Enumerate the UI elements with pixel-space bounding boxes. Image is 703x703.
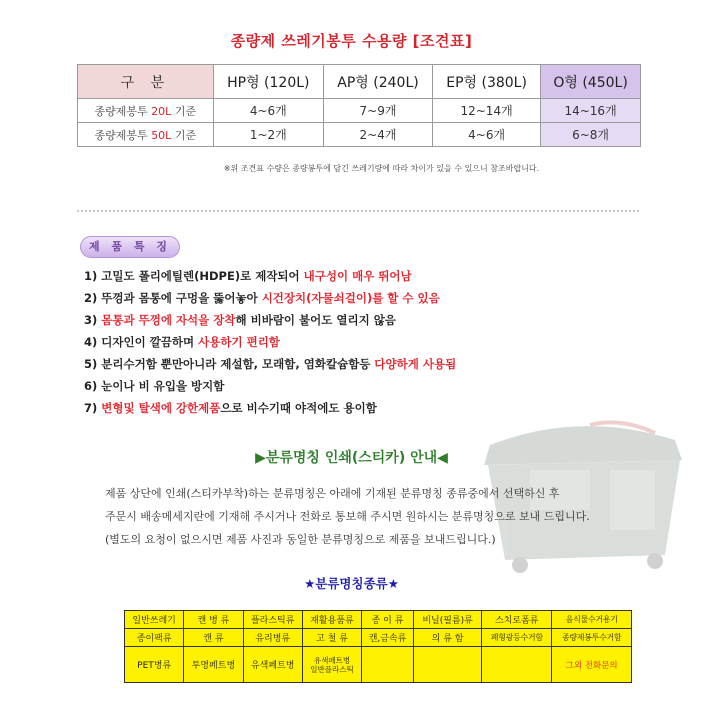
table-cell: 12~14개 bbox=[433, 99, 541, 123]
table-cell: 폐형광등수거함 bbox=[482, 629, 552, 647]
table-cell: 6~8개 bbox=[541, 123, 641, 147]
table-row bbox=[125, 647, 632, 683]
table-cell: 플라스틱류 bbox=[243, 611, 302, 629]
table-cell: 종 이 류 bbox=[362, 611, 414, 629]
capacity-table bbox=[77, 64, 641, 147]
header-ap: AP형 (240L) bbox=[323, 65, 432, 99]
multiline-cell-text: 유색페트병 일반플라스틱 bbox=[310, 655, 354, 674]
list-item: 2) 뚜껑과 몸통에 구멍을 뚫어놓아 시건장치(자물쇠걸이)를 할 수 있음 bbox=[84, 291, 440, 305]
table-cell: 캔,금속류 bbox=[362, 629, 414, 647]
features-badge: 제 품 특 징 bbox=[80, 236, 180, 258]
table-cell: 투명페트병 bbox=[184, 647, 243, 683]
table-cell: 캔 류 bbox=[184, 629, 243, 647]
table-cell: 유색페트병 bbox=[243, 647, 302, 683]
sticker-guide-title: ▶분류명칭 인쇄(스티카) 안내◀ bbox=[255, 450, 448, 466]
paragraph-line: (별도의 요청이 없으시면 제품 사진과 동일한 분류명칭으로 제품을 보내드립니다.) bbox=[105, 533, 496, 546]
table-cell: 의 류 함 bbox=[413, 629, 481, 647]
table-cell: 종이팩류 bbox=[125, 629, 184, 647]
list-item: 4) 디자인이 깔끔하며 사용하기 편리함 bbox=[84, 335, 280, 349]
table-cell: 음식물수거용기 bbox=[552, 611, 632, 629]
list-item: 1) 고밀도 폴리에틸렌(HDPE)로 제작되어 내구성이 매우 뛰어남 bbox=[84, 269, 412, 283]
capacity-table-header bbox=[78, 65, 641, 99]
table-cell: 스치로폼류 bbox=[482, 611, 552, 629]
table-cell bbox=[413, 647, 481, 683]
table-cell: 일반쓰레기 bbox=[125, 611, 184, 629]
row-label: 종량제봉투 50L 기준 bbox=[78, 123, 214, 147]
table-cell bbox=[482, 647, 552, 683]
table-cell: 그외 전화문의 bbox=[552, 647, 632, 683]
table-cell: 유리병류 bbox=[243, 629, 302, 647]
list-item: 6) 눈이나 비 유입을 방지함 bbox=[84, 379, 225, 393]
table-row bbox=[125, 611, 632, 629]
header-o: O형 (450L) bbox=[541, 65, 641, 99]
paragraph-line: 주문시 배송메세지란에 기재해 주시거나 전화로 통보해 주시면 원하시는 분류명칭으로 보내 드립니다. bbox=[105, 510, 590, 523]
label-types-title: ★분류명칭종류★ bbox=[304, 576, 399, 591]
table-cell: 4~6개 bbox=[213, 99, 323, 123]
table-cell: 고 철 류 bbox=[302, 629, 361, 647]
header-hp: HP형 (120L) bbox=[213, 65, 323, 99]
table-cell: 14~16개 bbox=[541, 99, 641, 123]
table-row bbox=[78, 99, 641, 123]
table-cell: 7~9개 bbox=[323, 99, 432, 123]
list-item: 7) 변형및 탈색에 강한제품으로 비수기때 야적에도 용이함 bbox=[84, 401, 377, 415]
row-label: 종량제봉투 20L 기준 bbox=[78, 99, 214, 123]
page-title: 종량제 쓰레기봉투 수용량 [조견표] bbox=[230, 32, 473, 50]
list-item: 3) 몸통과 뚜껑에 자석을 장착해 비바람이 불어도 열리지 않음 bbox=[84, 313, 396, 327]
feature-list bbox=[84, 268, 534, 422]
table-cell bbox=[302, 647, 361, 683]
header-category: 구 분 bbox=[78, 65, 214, 99]
table-cell: 2~4개 bbox=[323, 123, 432, 147]
table-cell: 1~2개 bbox=[213, 123, 323, 147]
table-row bbox=[125, 629, 632, 647]
header-ep: EP형 (380L) bbox=[433, 65, 541, 99]
table-cell: 비닐(필름)류 bbox=[413, 611, 481, 629]
list-item: 5) 분리수거함 뿐만아니라 제설함, 모래함, 염화칼슘함등 다양하게 사용됨 bbox=[84, 357, 457, 371]
paragraph-line: 제품 상단에 인쇄(스티카부착)하는 분류명칭은 아래에 기재된 분류명칭 종류중에서 선택하신 후 bbox=[105, 487, 560, 500]
table-cell: 캔 병 류 bbox=[184, 611, 243, 629]
capacity-note: ※위 조견표 수량은 종량봉투에 담긴 쓰레기량에 따라 차이가 있을 수 있으니 참조바랍니다. bbox=[223, 164, 540, 173]
section-divider bbox=[77, 210, 639, 212]
table-cell: PET병류 bbox=[125, 647, 184, 683]
table-row bbox=[78, 123, 641, 147]
sticker-guide-text bbox=[105, 486, 685, 555]
table-cell: 재활용품류 bbox=[302, 611, 361, 629]
table-cell: 4~6개 bbox=[433, 123, 541, 147]
table-cell: 종량제봉투수거함 bbox=[552, 629, 632, 647]
table-cell bbox=[362, 647, 414, 683]
label-types-table bbox=[124, 610, 632, 683]
